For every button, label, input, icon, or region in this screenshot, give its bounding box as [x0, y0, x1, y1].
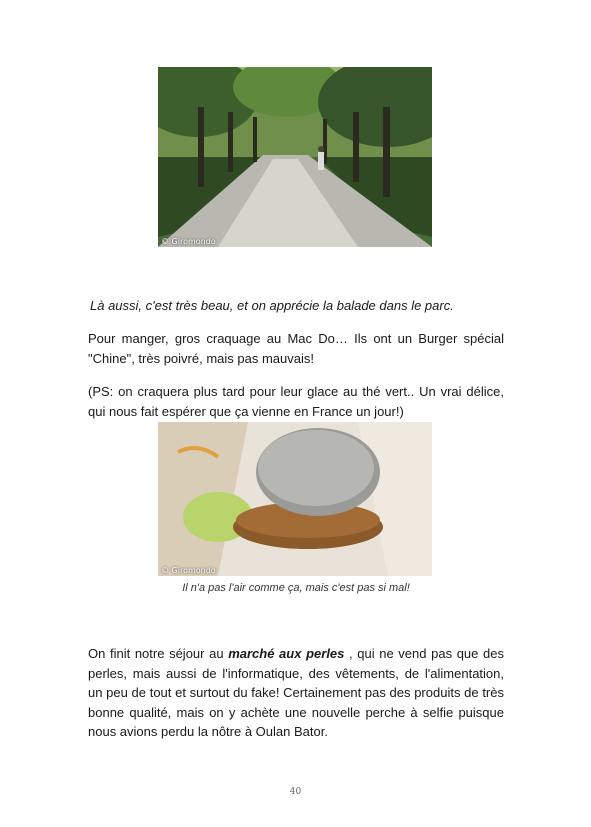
page-number: 40 [289, 787, 302, 797]
paragraph-ps: (PS: on craquera plus tard pour leur glace au thé vert.. Un vrai délice, qui nous fait espérer que ça vienne en France un jour!) [88, 384, 504, 419]
park-image [158, 67, 432, 247]
burger-caption: Il n'a pas l'air comme ça, mais c'est pas si mal! [182, 582, 410, 594]
pearl-market-emphasis: marché aux perles [228, 646, 345, 661]
paragraph-park: Là aussi, c'est très beau, et on apprécie la balade dans le parc. [90, 298, 454, 313]
park-photo-watermark: © Giromondo [161, 237, 216, 246]
burger-photo-watermark: © Giromondo [161, 566, 216, 575]
paragraph-pearl-market-rest: , qui ne vend pas que des perles, mais aussi de l'informatique, des vêtements, de l'alimentation, un peu de tout et surtout du fake! Certainement pas des produits de très bonne qualité, mais on y achète une nouvelle perche à selfie puisque nous avions perdu la nôtre à Oulan Bator. [88, 646, 504, 739]
burger-image [158, 422, 432, 576]
paragraph-pearl-market [88, 644, 504, 742]
paragraph-pearl-market-start: On finit notre séjour au [88, 646, 229, 661]
paragraph-burger: Pour manger, gros craquage au Mac Do… Ils ont un Burger spécial "Chine", très poivré, mais pas mauvais! [88, 331, 504, 366]
burger-photo [158, 422, 432, 576]
park-photo [158, 67, 432, 247]
